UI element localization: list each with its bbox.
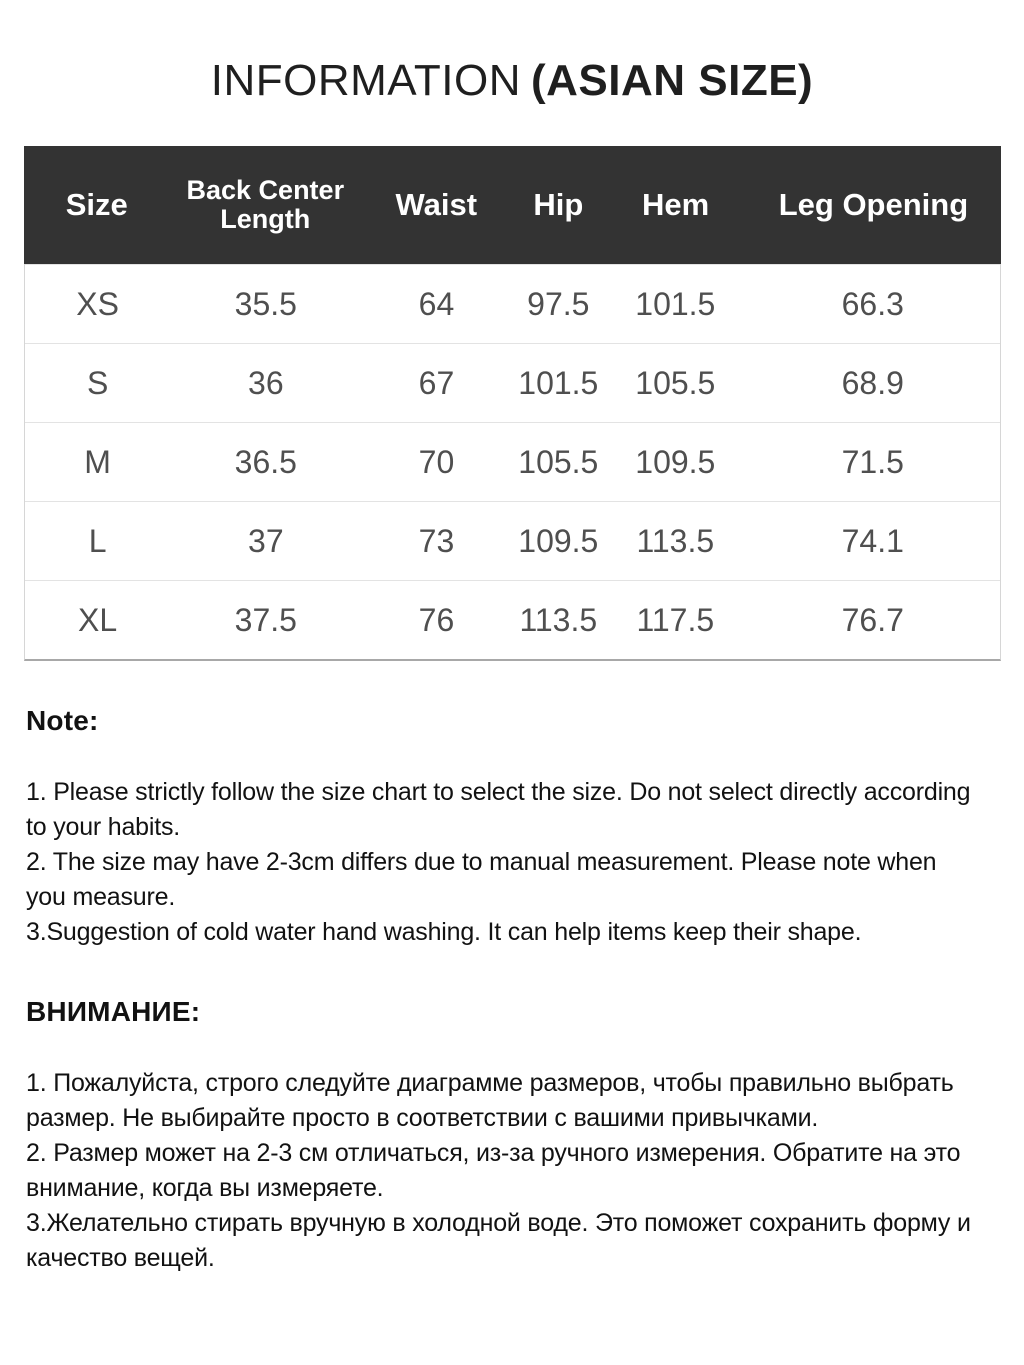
header-leg-opening: Leg Opening — [778, 187, 969, 223]
cell-waist: 64 — [418, 285, 455, 322]
cell-hem: 109.5 — [635, 443, 716, 480]
cell-back-center-length: 36.5 — [234, 443, 297, 480]
title-regular: INFORMATION — [210, 56, 521, 105]
cell-leg-opening: 68.9 — [841, 364, 904, 401]
notes-english — [26, 705, 998, 950]
size-table — [24, 146, 1001, 661]
notes-english-text — [26, 775, 976, 950]
table-row-l — [25, 501, 1000, 580]
cell-waist: 73 — [418, 522, 455, 559]
note-ru-item-1: 1. Пожалуйста, строго следуйте диаграмме размеров, чтобы правильно выбрать размер. Не выбирайте просто в соответствии с вашими привычками. — [26, 1069, 954, 1132]
header-hip: Hip — [533, 187, 584, 223]
header-back-center-length: Back Center Length — [186, 174, 345, 234]
cell-leg-opening: 66.3 — [841, 285, 904, 322]
cell-hip: 97.5 — [527, 285, 590, 322]
cell-hip: 101.5 — [518, 364, 599, 401]
header-size: Size — [65, 187, 128, 223]
cell-size: L — [88, 522, 107, 559]
cell-leg-opening: 71.5 — [841, 443, 904, 480]
cell-hem: 101.5 — [635, 285, 716, 322]
size-table-header-row — [24, 146, 1001, 264]
cell-waist: 70 — [418, 443, 455, 480]
cell-hem: 117.5 — [636, 601, 715, 638]
cell-back-center-length: 37 — [248, 522, 284, 559]
cell-back-center-length: 36 — [248, 364, 284, 401]
cell-back-center-length: 37.5 — [234, 601, 297, 638]
header-hem: Hem — [642, 187, 710, 223]
notes-russian — [26, 996, 998, 1276]
cell-size: M — [84, 443, 111, 480]
note-en-item-3: 3.Suggestion of cold water hand washing. It can help items keep their shape. — [26, 918, 862, 946]
page-title — [0, 0, 1024, 106]
cell-size: S — [86, 364, 109, 401]
note-ru-item-2: 2. Размер может на 2-3 см отличаться, из-за ручного измерения. Обратите на это внимание, когда вы измеряете. — [26, 1139, 961, 1202]
table-row-xs — [25, 264, 1000, 343]
note-en-item-1: 1. Please strictly follow the size chart to select the size. Do not select directly according to your habits. — [26, 778, 971, 841]
cell-size: XS — [76, 285, 119, 322]
cell-hip: 105.5 — [518, 443, 599, 480]
table-row-m — [25, 422, 1000, 501]
cell-hip: 109.5 — [518, 522, 599, 559]
title-bold: (ASIAN SIZE) — [530, 56, 814, 105]
header-waist: Waist — [395, 187, 478, 223]
cell-back-center-length: 35.5 — [234, 285, 297, 322]
cell-hem: 113.5 — [636, 522, 715, 559]
cell-leg-opening: 74.1 — [841, 522, 904, 559]
cell-leg-opening: 76.7 — [841, 601, 904, 638]
notes-russian-text — [26, 1066, 976, 1276]
table-row-xl — [25, 580, 1000, 659]
notes-russian-heading: ВНИМАНИЕ: — [26, 996, 201, 1027]
table-row-s — [25, 343, 1000, 422]
cell-waist: 67 — [418, 364, 455, 401]
cell-hem: 105.5 — [635, 364, 716, 401]
cell-size: XL — [78, 601, 118, 638]
note-en-item-2: 2. The size may have 2-3cm differs due to manual measurement. Please note when you measure. — [26, 848, 937, 911]
note-ru-item-3: 3.Желательно стирать вручную в холодной воде. Это поможет сохранить форму и качество вещей. — [26, 1209, 971, 1272]
notes-english-heading: Note: — [26, 705, 99, 736]
cell-waist: 76 — [418, 601, 455, 638]
cell-hip: 113.5 — [519, 601, 598, 638]
